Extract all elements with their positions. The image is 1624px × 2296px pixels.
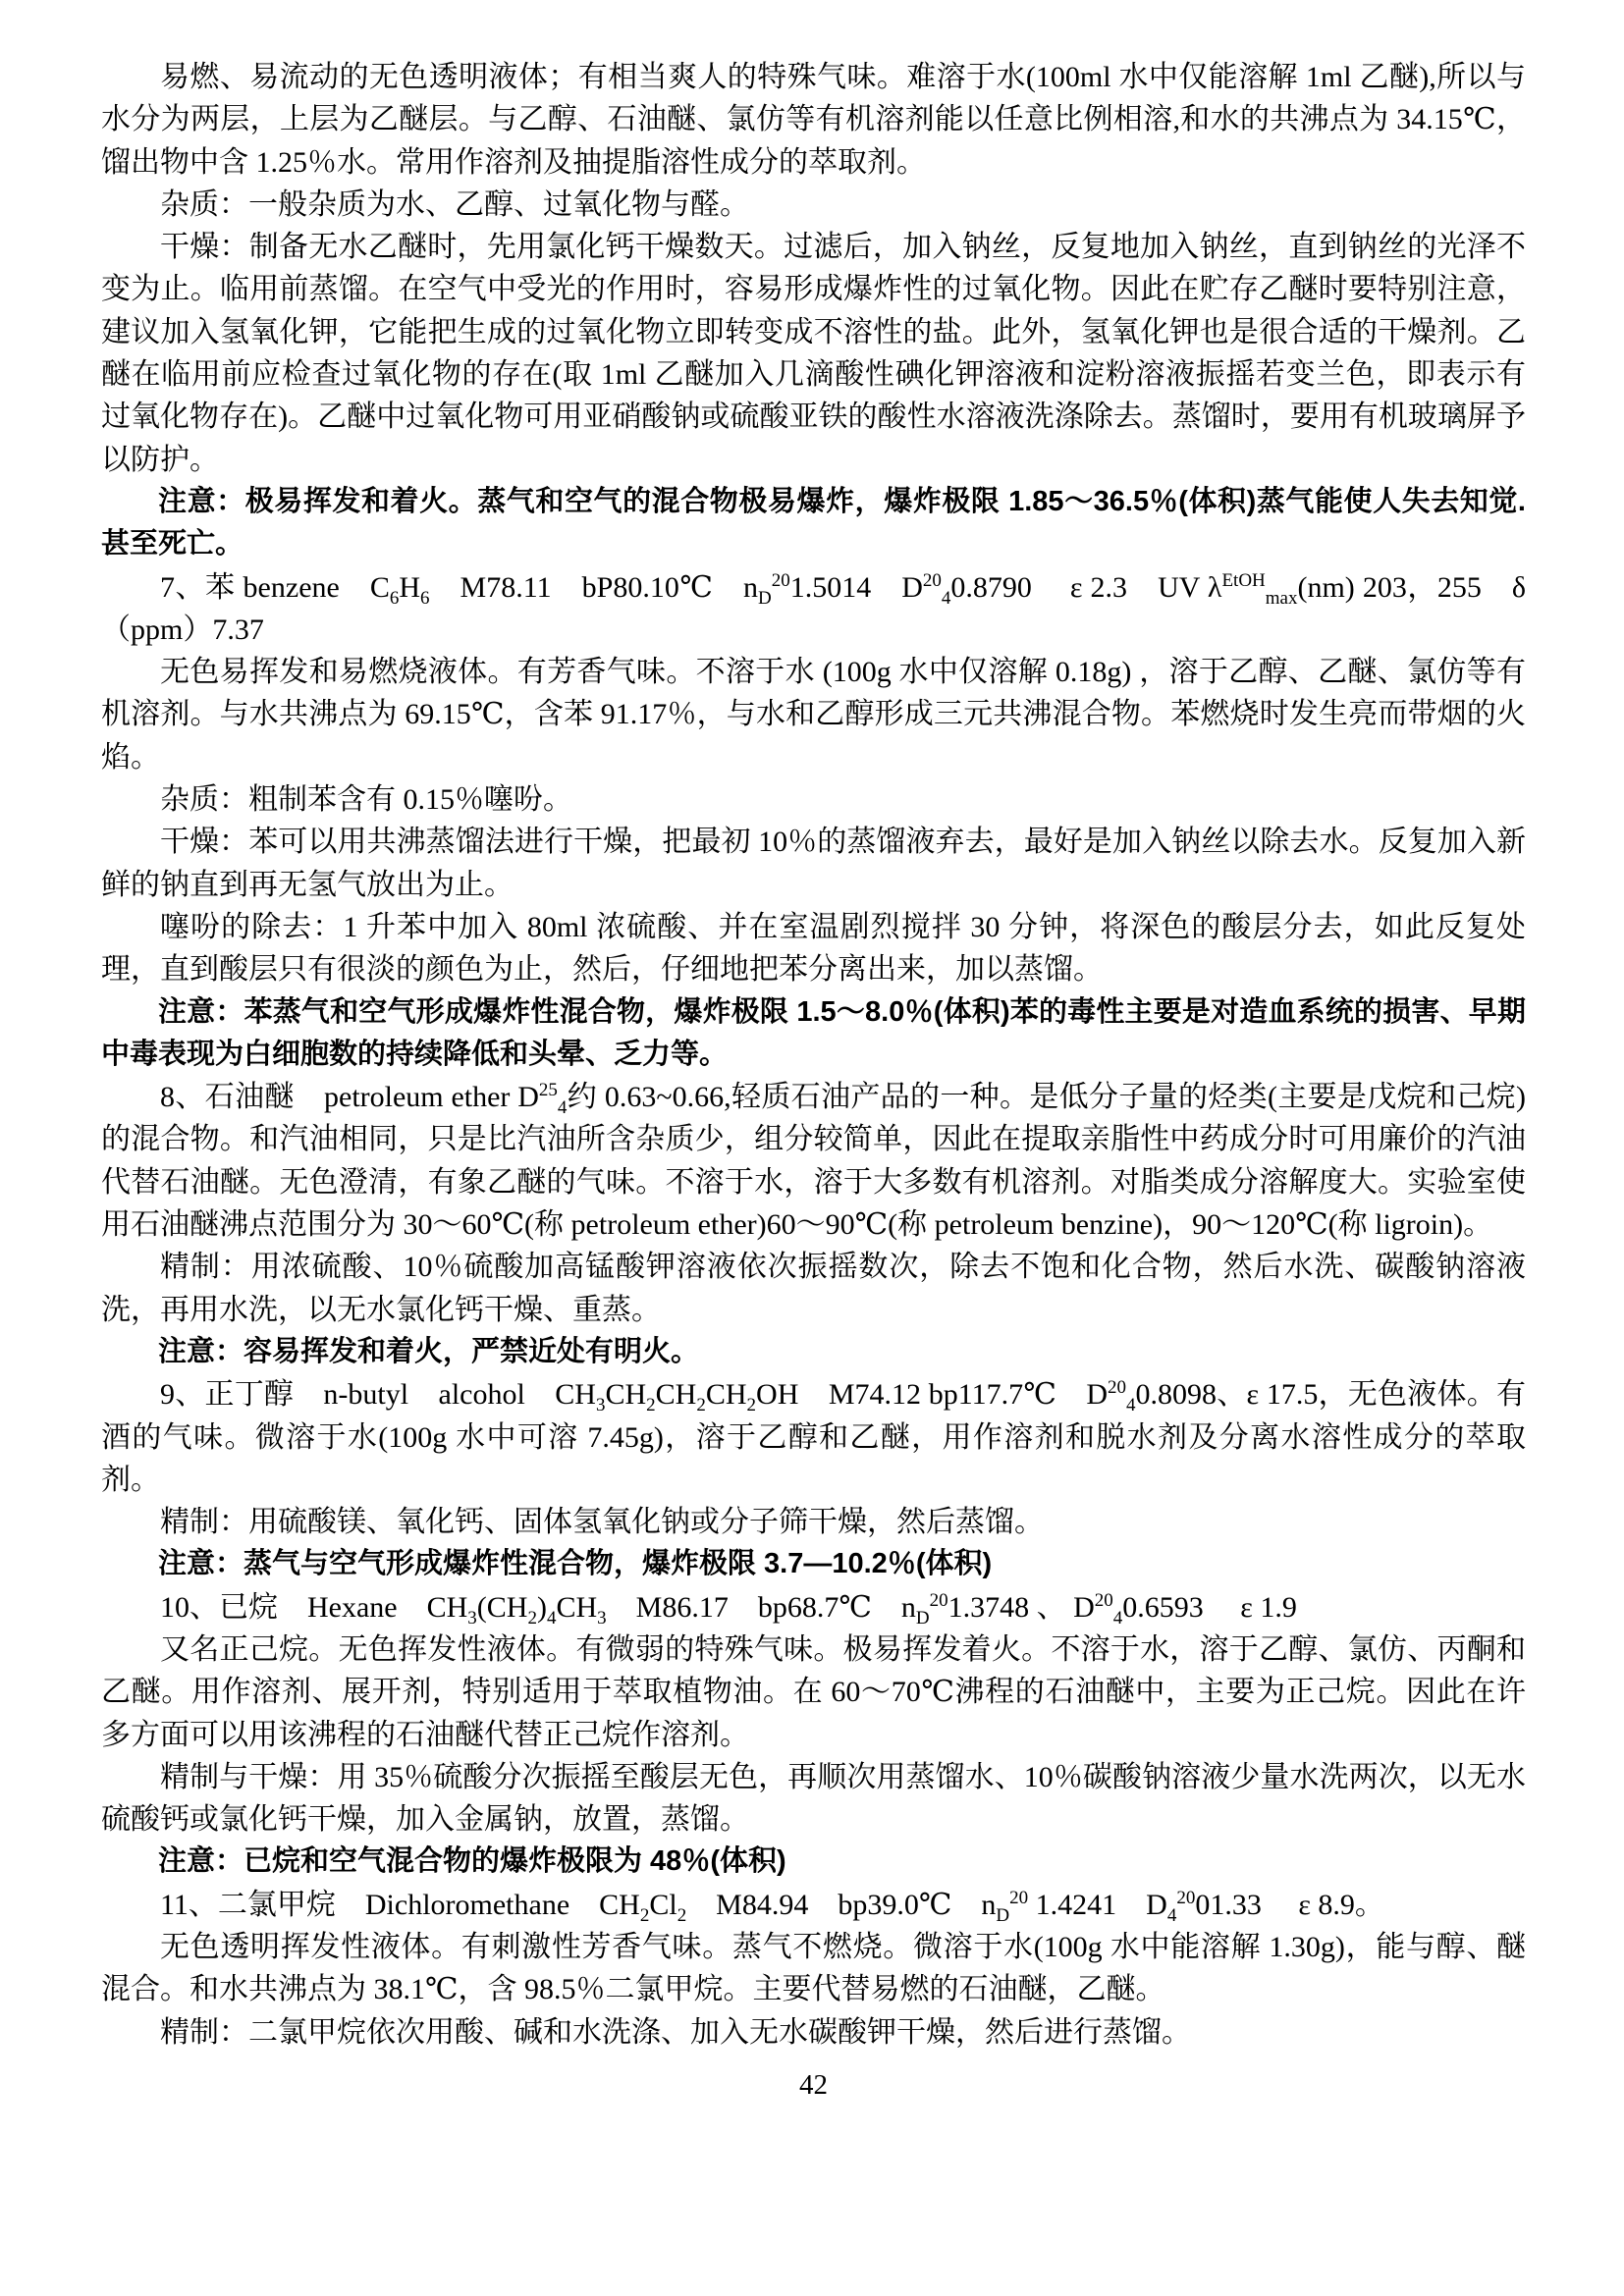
text-run: 干燥：制备无水乙醚时，先用氯化钙干燥数天。过滤后，加入钠丝，反复地加入钠丝，直到钠丝的光泽不变为止。临用前蒸馏。在空气中受光的作用时，容易形成爆炸性的过氧化物。因此在贮存乙醚时要特别注意，建议加入氢氧化钾，它能把生成的过氧化物立即转变成不溶性的盐。此外，氢氧化钾也是很合适的干燥剂。乙醚在临用前应检查过氧化物的存在(取 1ml 乙醚加入几滴酸性碘化钾溶液和淀粉溶液振摇若变兰色，即表示有过氧化物存在)。乙醚中过氧化物可用亚硝酸钠或硫酸亚铁的酸性水溶液洗涤除去。蒸馏时，要用有机玻璃屏予以防护。 [101, 231, 1526, 476]
formula-sub: 2 [677, 1904, 687, 1926]
formula-sup: 20 [771, 569, 790, 591]
text-run: 01.33 ε 8.9。 [1195, 1888, 1384, 1921]
paragraph [101, 1884, 1526, 1926]
text-run: M86.17 bp68.7℃ n [606, 1590, 916, 1624]
paragraph [101, 184, 1526, 226]
formula-sup: 20 [922, 569, 942, 591]
formula-sup: 20 [929, 1589, 948, 1611]
paragraph [101, 651, 1526, 778]
formula-sub: max [1265, 587, 1298, 609]
text-run: 干燥：苯可以用共沸蒸馏法进行干燥，把最初 10％的蒸馏液弃去，最好是加入钠丝以除去水。反复加入新鲜的钠直到再无氢气放出为止。 [101, 826, 1526, 901]
formula-sup: 20 [1176, 1887, 1196, 1908]
paragraph [101, 1373, 1526, 1501]
text-run: 精制与干燥：用 35％硫酸分次振摇至酸层无色，再顺次用蒸馏水、10％碳酸钠溶液少量水洗两次，以无水硫酸钙或氯化钙干燥，加入金属钠，放置，蒸馏。 [101, 1760, 1526, 1837]
text-run: 1.5014 D [789, 570, 923, 604]
text-run: 杂质：粗制苯含有 0.15％噻吩。 [160, 783, 572, 817]
notice-paragraph [101, 1331, 1526, 1373]
paragraph [101, 1629, 1526, 1756]
text-run: 8、石油醚 petroleum ether D [160, 1081, 539, 1114]
text-run: CH [556, 1590, 598, 1624]
text-run: 约 0.63~0.66,轻质石油产品的一种。是低分子量的烃类(主要是戊烷和己烷)的混合物。和汽油相同，只是比汽油所含杂质少，组分较简单，因此在提取亲脂性中药成分时可用廉价的汽油代替石油醚。无色澄清，有象乙醚的气味。不溶于水，溶于大多数有机溶剂。对脂类成分溶解度大。实验室使用石油醚沸点范围分为 30～60℃(称 petroleum ether)60～90℃(称 petroleum benzine)，90～120℃(称 ligroin)。 [101, 1081, 1526, 1242]
text-run: (nm) 203，255 δ （ppm）7.37 [101, 570, 1527, 646]
text-run: M78.11 bP80.10℃ n [429, 570, 758, 604]
formula-sub: 3 [595, 1395, 606, 1416]
notice-paragraph [101, 481, 1526, 566]
paragraph [101, 1246, 1526, 1331]
text-run: 0.6593 ε 1.9 [1122, 1590, 1297, 1624]
text-run: M84.94 bp39.0℃ n [686, 1888, 997, 1921]
formula-sub: 6 [420, 587, 430, 609]
text-run: (CH [476, 1590, 528, 1624]
text-run: OH M74.12 bp117.7℃ D [756, 1378, 1109, 1412]
text-run: 易燃、易流动的无色透明液体；有相当爽人的特殊气味。难溶于水(100ml 水中仅能溶解 1ml 乙醚),所以与水分为两层，上层为乙醚层。与乙醇、石油醚、氯仿等有机溶剂能以任意比例相溶,和水的共沸点为 34.15℃，馏出物中含 1.25％水。常用作溶剂及抽提脂溶性成分的萃取剂。 [101, 61, 1526, 179]
formula-sup: 25 [538, 1080, 558, 1101]
paragraph [101, 1756, 1526, 1842]
formula-sub: 2 [696, 1395, 706, 1416]
formula-sup: 20 [1094, 1589, 1113, 1611]
formula-sub: 2 [527, 1607, 537, 1629]
formula-sub: 4 [1112, 1607, 1123, 1629]
formula-sub: 2 [639, 1904, 650, 1926]
formula-sub: 3 [467, 1607, 477, 1629]
text-run: 7、苯 benzene C [160, 570, 390, 604]
text-run: 精制：用浓硫酸、10％硫酸加高锰酸钾溶液依次振摇数次，除去不饱和化合物，然后水洗、碳酸钠溶液洗，再用水洗，以无水氯化钙干燥、重蒸。 [101, 1251, 1526, 1326]
text-run: 注意：蒸气与空气形成爆炸性混合物，爆炸极限 3.7—10.2％(体积) [158, 1548, 993, 1580]
formula-sub: 2 [646, 1395, 656, 1416]
formula-sub: 4 [1166, 1904, 1177, 1926]
text-run: ) [536, 1590, 547, 1624]
text-run: 1.3748 、 D [947, 1590, 1095, 1624]
formula-sup: 20 [1009, 1887, 1029, 1908]
formula-sup: 20 [1108, 1377, 1127, 1399]
text-run: 10、已烷 Hexane CH [160, 1590, 468, 1624]
formula-sub: 4 [557, 1097, 568, 1119]
text-run: 9、正丁醇 n-butyl alcohol CH [160, 1378, 596, 1412]
text-run: CH [655, 1378, 697, 1412]
text-run: H [399, 570, 421, 604]
notice-paragraph [101, 991, 1526, 1077]
text-run: Cl [649, 1888, 677, 1921]
text-run: 注意：容易挥发和着火，严禁近处有明火。 [158, 1335, 700, 1367]
text-run: 11、二氯甲烷 Dichloromethane CH [160, 1888, 640, 1921]
text-run: 注意：极易挥发和着火。蒸气和空气的混合物极易爆炸，爆炸极限 1.85～36.5％(体积)蒸气能使人失去知觉. 甚至死亡。 [101, 485, 1526, 561]
formula-sub: 6 [389, 587, 400, 609]
formula-sub: 4 [941, 587, 951, 609]
text-run: CH [605, 1378, 647, 1412]
text-run: 0.8098、ε 17.5，无色液体。有酒的气味。微溶于水(100g 水中可溶 7.45g)，溶于乙醇和乙醚，用作溶剂和脱水剂及分离水溶性成分的萃取剂。 [101, 1378, 1526, 1496]
formula-sub: 4 [1126, 1395, 1136, 1416]
text-run: 注意：苯蒸气和空气形成爆炸性混合物，爆炸极限 1.5～8.0％(体积)苯的毒性主要是对造血系统的损害、早期中毒表现为白细胞数的持续降低和头晕、乏力等。 [101, 995, 1526, 1070]
paragraph [101, 2011, 1526, 2054]
paragraph [101, 1586, 1526, 1629]
text-run: 精制：二氯甲烷依次用酸、碱和水洗涤、加入无水碳酸钾干燥，然后进行蒸馏。 [160, 2015, 1191, 2049]
formula-sub: D [757, 587, 772, 609]
text-run: 精制：用硫酸镁、氧化钙、固体氢氧化钠或分子筛干燥，然后蒸馏。 [160, 1506, 1044, 1539]
formula-sub: 4 [546, 1607, 557, 1629]
formula-sub: 2 [746, 1395, 757, 1416]
text-run: 杂质：一般杂质为水、乙醇、过氧化物与醛。 [160, 187, 749, 221]
text-run: 注意：已烷和空气混合物的爆炸极限为 48％(体积) [158, 1845, 786, 1878]
paragraph [101, 821, 1526, 906]
formula-sub: D [915, 1607, 930, 1629]
notice-paragraph [101, 1841, 1526, 1883]
paragraph [101, 1076, 1526, 1246]
notice-paragraph [101, 1543, 1526, 1585]
text-run: 无色易挥发和易燃烧液体。有芳香气味。不溶于水 (100g 水中仅溶解 0.18g) ，溶于乙醇、乙醚、氯仿等有机溶剂。与水共沸点为 69.15℃，含苯 91.17％，与水和乙醇形成三元共沸混合物。苯燃烧时发生亮而带烟的火焰。 [101, 656, 1526, 774]
formula-sup: EtOH [1221, 569, 1266, 591]
text-run: 噻吩的除去：1 升苯中加入 80ml 浓硫酸、并在室温剧烈搅拌 30 分钟，将深色的酸层分去，如此反复处理，直到酸层只有很淡的颜色为止，然后，仔细地把苯分离出来，加以蒸馏。 [101, 910, 1526, 987]
paragraph [101, 1501, 1526, 1543]
paragraph [101, 56, 1526, 184]
text-run: CH [705, 1378, 747, 1412]
text-run: 又名正己烷。无色挥发性液体。有微弱的特殊气味。极易挥发着火。不溶于水，溶于乙醇、氯仿、丙酮和乙醚。用作溶剂、展开剂，特别适用于萃取植物油。在 60～70℃沸程的石油醚中，主要为正己烷。因此在许多方面可以用该沸程的石油醚代替正己烷作溶剂。 [101, 1632, 1526, 1751]
text-run: 0.8790 ε 2.3 UV λ [950, 570, 1222, 604]
document-body [101, 56, 1526, 2054]
paragraph [101, 906, 1526, 991]
text-run: 无色透明挥发性液体。有刺激性芳香气味。蒸气不燃烧。微溶于水(100g 水中能溶解 1.30g)，能与醇、醚混合。和水共沸点为 38.1℃，含 98.5％二氯甲烷。主要代替易燃的石油醚，乙醚。 [101, 1931, 1526, 2006]
formula-sub: 3 [597, 1607, 607, 1629]
formula-sub: D [996, 1904, 1010, 1926]
page-number: 42 [799, 2068, 828, 2101]
text-run: 1.4241 D [1028, 1888, 1167, 1921]
paragraph [101, 1926, 1526, 2011]
paragraph [101, 226, 1526, 481]
paragraph [101, 778, 1526, 821]
paragraph [101, 566, 1526, 652]
